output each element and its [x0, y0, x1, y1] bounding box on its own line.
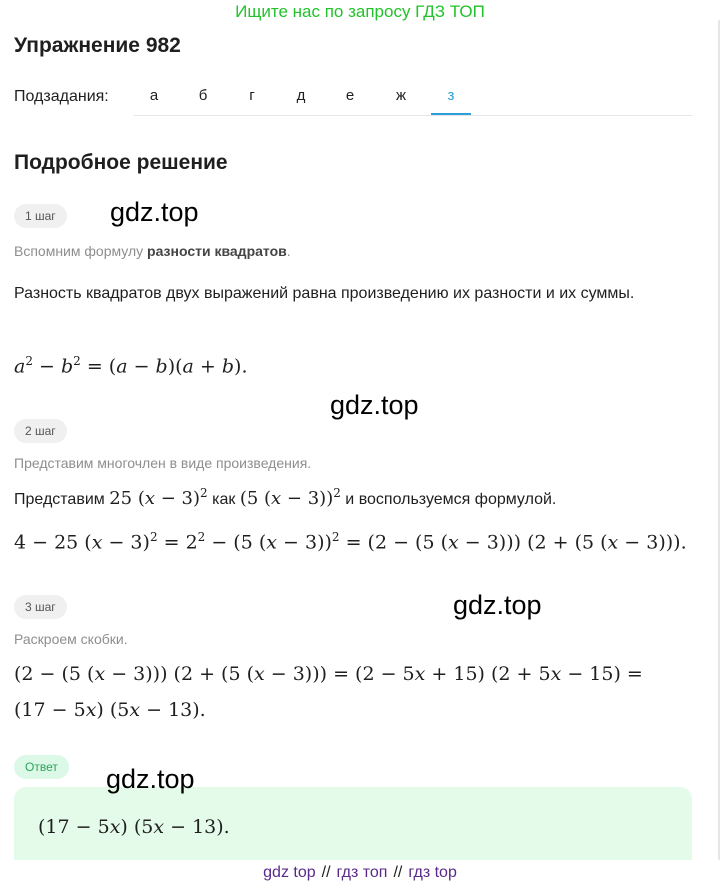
answer-formula: (17 − 5x) (5x − 13). — [38, 816, 230, 838]
subtasks-label: Подзадания: — [14, 88, 109, 105]
answer-badge: Ответ — [14, 755, 69, 779]
page-title: Упражнение 982 — [14, 34, 181, 57]
step-2-text: Представим 25 $(x - 3)^2$ как (5 (x − 3))$^2$ и воспользуемся формулой. — [14, 486, 557, 509]
footer-link-3[interactable]: гдз top — [408, 864, 457, 881]
step-2-hint: Представим многочлен в виде произведения. — [14, 455, 312, 471]
search-banner[interactable]: Ищите нас по запросу ГДЗ ТОП — [235, 2, 485, 21]
footer-separator: // — [321, 864, 331, 881]
tab-d[interactable]: д — [296, 87, 306, 104]
step-1-text: Разность квадратов двух выражений равна произведению их разности и их суммы. — [14, 285, 635, 302]
step-2-badge: 2 шаг — [14, 419, 67, 443]
watermark: gdz.top — [453, 590, 542, 620]
step-2-formula: 4 − 25 $(x - 3)^2 = 2^2 - (5$ (x − 3))$^2$ = (2 − (5 (x − 3))) (2 + (5 (x − 3))). — [14, 530, 687, 554]
tab-a[interactable]: а — [149, 87, 159, 104]
tab-b[interactable]: б — [198, 87, 208, 104]
tab-z[interactable]: з — [431, 79, 471, 115]
footer-links — [0, 860, 720, 888]
step-3-formula-line-2: (17 − 5x) (5x − 13). — [14, 699, 206, 721]
step-3-formula-line-1: (2 − (5 (x − 3))) (2 + (5 (x − 3))) = (2 − 5x + 15) (2 + 5x − 15) = — [14, 663, 643, 685]
step-1-hint: Вспомним формулу разности квадратов. — [14, 243, 291, 259]
step-3-hint: Раскроем скобки. — [14, 631, 128, 647]
step-3-badge: 3 шаг — [14, 595, 67, 619]
step-1-formula: $a^2 - b^2 = (a - b)(a + b)$. — [14, 354, 248, 378]
subtask-tabs — [134, 79, 692, 116]
watermark: gdz.top — [330, 390, 419, 420]
tab-g[interactable]: г — [249, 87, 255, 104]
footer-separator: // — [393, 864, 403, 881]
step-1-badge: 1 шаг — [14, 204, 67, 228]
watermark: gdz.top — [110, 197, 199, 227]
watermark: gdz.top — [106, 764, 195, 794]
footer-link-2[interactable]: гдз топ — [336, 864, 388, 881]
footer-link-1[interactable]: gdz top — [263, 864, 316, 881]
tab-e[interactable]: е — [345, 87, 355, 104]
tab-zh[interactable]: ж — [395, 87, 407, 104]
solution-title: Подробное решение — [14, 151, 228, 174]
